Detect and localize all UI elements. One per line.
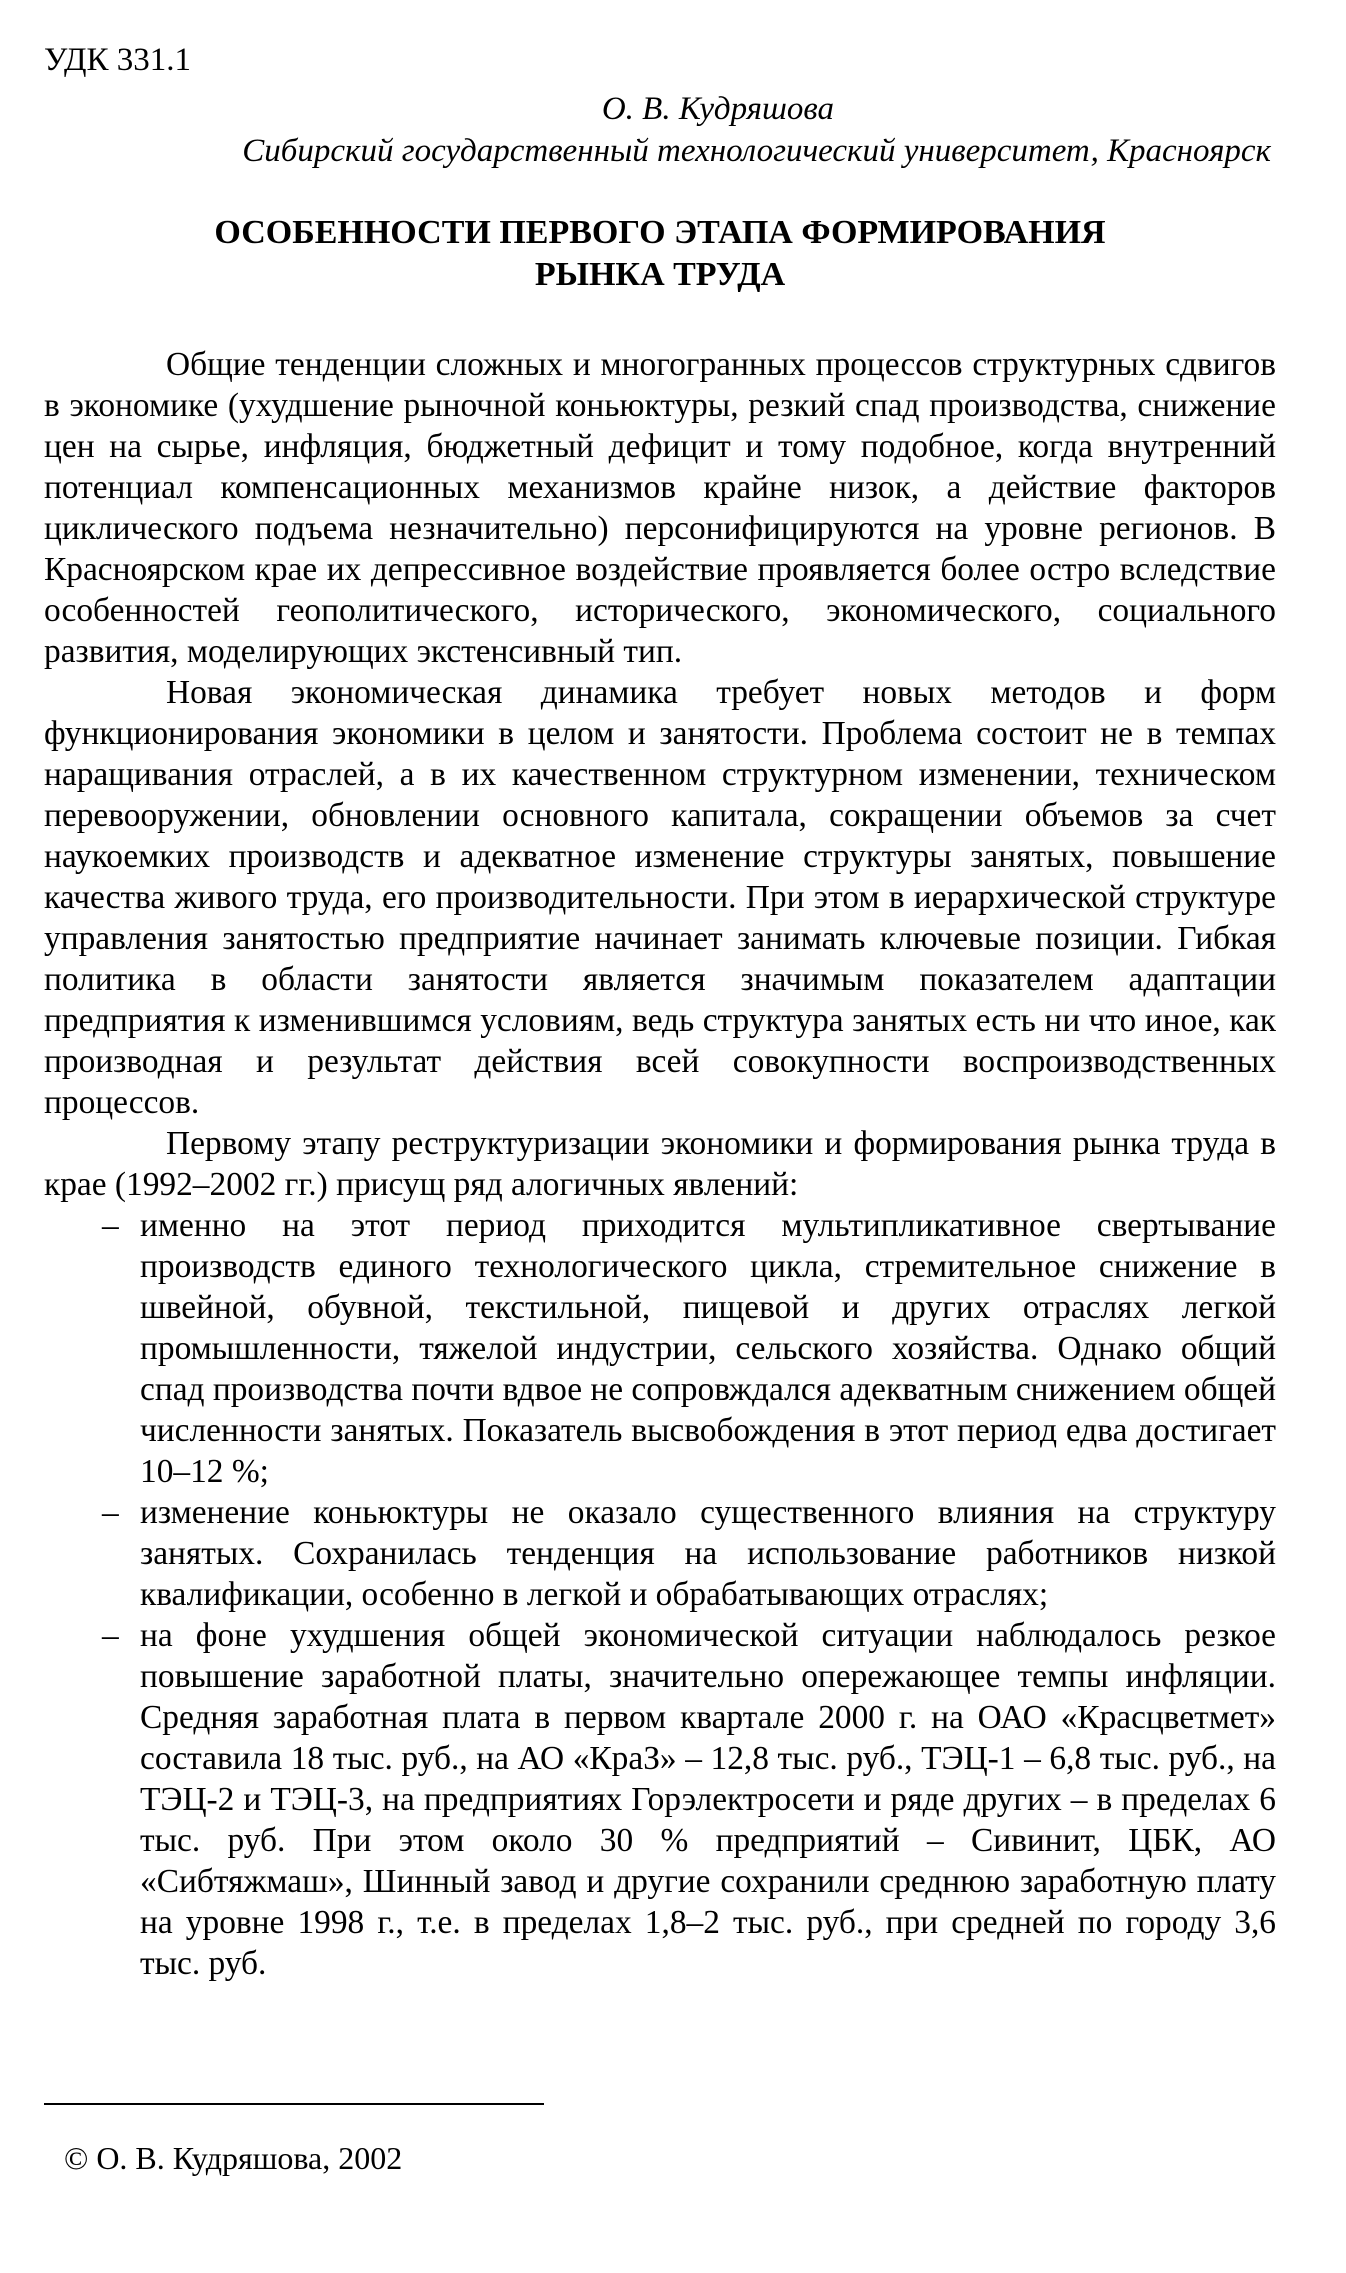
list-item-text: именно на этот период приходится мультипликативное свертывание производств единого технологического цикла, стремительное снижение в швейной, обувной, текстильной, пищевой и других отраслях легкой промышленности, тяжелой индустрии, сельского хозяйства. Однако общий спад производства почти вдвое не сопровждался адекватным снижением общей численности занятых. Показатель высвобождения в этот период едва достигает 10–12 %; bbox=[140, 1207, 1276, 1490]
list-item bbox=[102, 1615, 1276, 1984]
paragraph-2: Новая экономическая динамика требует новых методов и форм функционирования экономики в целом и занятости. Проблема состоит не в темпах наращивания отраслей, а в их качественном структурном изменении, техническом перевооружении, обновлении основного капитала, сокращении объемов за счет наукоемких производств и адекватное изменение структуры занятых, повышение качества живого труда, его производительности. При этом в иерархической структуре управления занятостью предприятие начинает занимать ключевые позиции. Гибкая политика в области занятости является значимым показателем адаптации предприятия к изменившимся условиям, ведь структура занятых есть ни что иное, как производная и результат действия всей совокупности воспроизводственных процессов. bbox=[44, 674, 1276, 1121]
author-affiliation: Сибирский государственный технологический университет, Красноярск bbox=[242, 133, 1271, 169]
article-body bbox=[44, 344, 1276, 1984]
list-item bbox=[102, 1492, 1276, 1615]
paragraph-3: Первому этапу реструктуризации экономики и формирования рынка труда в крае (1992–2002 гг.) присущ ряд алогичных явлений: bbox=[44, 1125, 1276, 1203]
dash-marker: – bbox=[102, 1617, 119, 1654]
list-item-text: изменение коньюктуры не оказало существенного влияния на структуру занятых. Сохранилась тенденция на использование работников низкой квалификации, особенно в легкой и обрабатывающих отраслях; bbox=[140, 1494, 1276, 1613]
dash-list bbox=[44, 1205, 1276, 1984]
list-item-text: на фоне ухудшения общей экономической ситуации наблюдалось резкое повышение заработной платы, значительно опережающее темпы инфляции. Средняя заработная плата в первом квартале 2000 г. на ОАО «Красцветмет» составила 18 тыс. руб., на АО «КраЗ» – 12,8 тыс. руб., ТЭЦ-1 – 6,8 тыс. руб., на ТЭЦ-2 и ТЭЦ-3, на предприятиях Горэлектросети и ряде других – в пределах 6 тыс. руб. При этом около 30 % предприятий – Сивинит, ЦБК, АО «Сибтяжмаш», Шинный завод и другие сохранили среднюю заработную плату на уровне 1998 г., т.е. в пределах 1,8–2 тыс. руб., при средней по городу 3,6 тыс. руб. bbox=[140, 1617, 1276, 1982]
dash-marker: – bbox=[102, 1494, 119, 1531]
article-title bbox=[44, 212, 1276, 296]
article-page bbox=[44, 40, 1276, 1984]
copyright-notice: © О. В. Кудряшова, 2002 bbox=[64, 2140, 403, 2176]
title-line-2: РЫНКА ТРУДА bbox=[534, 256, 786, 293]
paragraph-1: Общие тенденции сложных и многогранных процессов структурных сдвигов в экономике (ухудшение рыночной коньюктуры, резкий спад производства, снижение цен на сырье, инфляция, бюджетный дефицит и тому подобное, когда внутренний потенциал компенсационных механизмов крайне низок, а действие факторов циклического подъема незначительно) персонифицируются на уровне регионов. В Красноярском крае их депрессивное воздействие проявляется более остро вследствие особенностей геополитического, исторического, экономического, социального развития, моделирующих экстенсивный тип. bbox=[44, 346, 1276, 670]
footnote-separator bbox=[44, 2103, 544, 2105]
list-item bbox=[102, 1205, 1276, 1492]
dash-marker: – bbox=[102, 1207, 119, 1244]
author-name: О. В. Кудряшова bbox=[601, 91, 834, 127]
udk-code: УДК 331.1 bbox=[44, 42, 192, 78]
title-line-1: ОСОБЕННОСТИ ПЕРВОГО ЭТАПА ФОРМИРОВАНИЯ bbox=[214, 214, 1106, 251]
